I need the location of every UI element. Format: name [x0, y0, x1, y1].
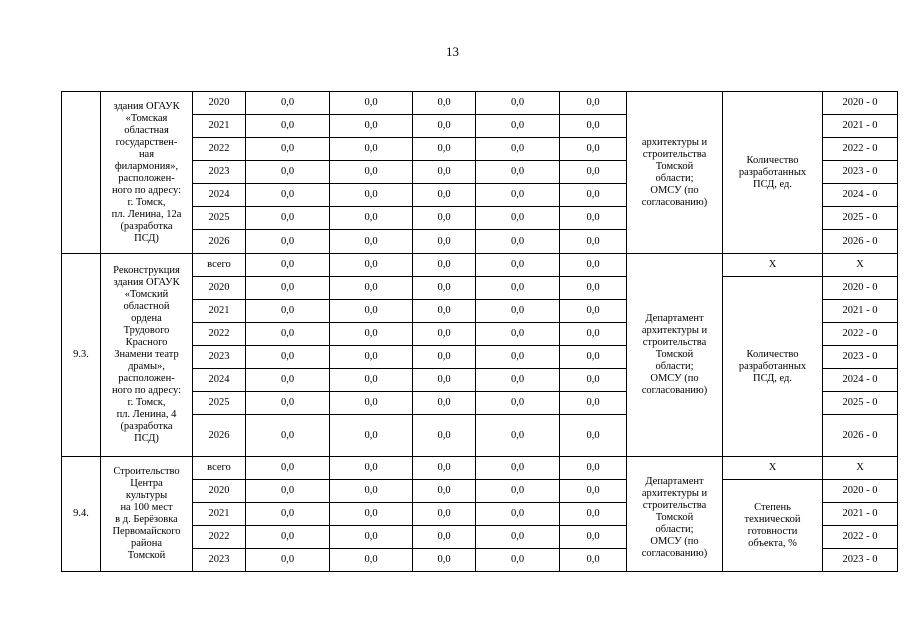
value-cell: 0,0 [246, 549, 330, 572]
target-cell: 2022 - 0 [823, 526, 898, 549]
value-cell: 0,0 [330, 457, 413, 480]
item-index: 9.3. [62, 254, 101, 457]
year-cell: 2021 [193, 115, 246, 138]
value-cell: 0,0 [246, 277, 330, 300]
target-cell: 2023 - 0 [823, 549, 898, 572]
value-cell: 0,0 [476, 115, 560, 138]
value-cell: 0,0 [560, 392, 627, 415]
value-cell: 0,0 [246, 92, 330, 115]
value-cell: 0,0 [560, 346, 627, 369]
value-cell: 0,0 [330, 549, 413, 572]
value-cell: 0,0 [476, 323, 560, 346]
year-cell: 2022 [193, 323, 246, 346]
value-cell: 0,0 [413, 549, 476, 572]
target-cell: 2024 - 0 [823, 369, 898, 392]
year-cell: 2020 [193, 92, 246, 115]
value-cell: 0,0 [476, 138, 560, 161]
target-cell: 2024 - 0 [823, 184, 898, 207]
value-cell: 0,0 [246, 207, 330, 230]
value-cell: 0,0 [476, 346, 560, 369]
value-cell: 0,0 [560, 415, 627, 457]
value-cell: 0,0 [330, 346, 413, 369]
year-cell: 2026 [193, 415, 246, 457]
value-cell: 0,0 [413, 480, 476, 503]
target-cell: 2021 - 0 [823, 115, 898, 138]
value-cell: 0,0 [476, 207, 560, 230]
target-cell: 2022 - 0 [823, 323, 898, 346]
year-cell: 2023 [193, 161, 246, 184]
value-cell: 0,0 [476, 457, 560, 480]
value-cell: 0,0 [330, 369, 413, 392]
value-cell: 0,0 [330, 300, 413, 323]
value-cell: 0,0 [413, 92, 476, 115]
value-cell: 0,0 [413, 346, 476, 369]
table-row [62, 457, 898, 480]
program-table [61, 91, 898, 572]
value-cell: 0,0 [560, 526, 627, 549]
value-cell: 0,0 [413, 277, 476, 300]
target-cell: 2025 - 0 [823, 392, 898, 415]
year-cell: 2022 [193, 526, 246, 549]
value-cell: 0,0 [330, 415, 413, 457]
value-cell: 0,0 [246, 369, 330, 392]
value-cell: 0,0 [476, 300, 560, 323]
value-cell: 0,0 [476, 92, 560, 115]
value-cell: 0,0 [413, 115, 476, 138]
target-cell: 2020 - 0 [823, 92, 898, 115]
value-cell: 0,0 [560, 457, 627, 480]
value-cell: 0,0 [246, 254, 330, 277]
value-cell: 0,0 [330, 526, 413, 549]
target-cell: 2021 - 0 [823, 300, 898, 323]
value-cell: 0,0 [413, 161, 476, 184]
value-cell: 0,0 [560, 323, 627, 346]
value-cell: 0,0 [560, 254, 627, 277]
indicator-total: X [723, 254, 823, 277]
page-number: 13 [446, 44, 459, 59]
value-cell: 0,0 [560, 115, 627, 138]
item-description: Строительство Центра культуры на 100 мест в д. Берёзовка Первомайского района Томской [101, 457, 193, 572]
value-cell: 0,0 [413, 526, 476, 549]
target-cell: 2026 - 0 [823, 230, 898, 254]
target-cell: 2021 - 0 [823, 503, 898, 526]
item-index: 9.4. [62, 457, 101, 572]
indicator-name: Количество разработанных ПСД, ед. [723, 277, 823, 457]
value-cell: 0,0 [560, 230, 627, 254]
value-cell: 0,0 [330, 138, 413, 161]
value-cell: 0,0 [246, 392, 330, 415]
value-cell: 0,0 [560, 277, 627, 300]
value-cell: 0,0 [476, 230, 560, 254]
value-cell: 0,0 [560, 549, 627, 572]
value-cell: 0,0 [330, 277, 413, 300]
value-cell: 0,0 [330, 392, 413, 415]
value-cell: 0,0 [330, 184, 413, 207]
value-cell: 0,0 [330, 115, 413, 138]
value-cell: 0,0 [246, 230, 330, 254]
target-cell: 2022 - 0 [823, 138, 898, 161]
target-cell: 2025 - 0 [823, 207, 898, 230]
year-cell: 2025 [193, 207, 246, 230]
value-cell: 0,0 [246, 323, 330, 346]
item-index [62, 92, 101, 254]
year-cell: всего [193, 254, 246, 277]
value-cell: 0,0 [560, 184, 627, 207]
value-cell: 0,0 [246, 457, 330, 480]
year-cell: 2021 [193, 503, 246, 526]
target-cell: 2020 - 0 [823, 277, 898, 300]
year-cell: 2023 [193, 346, 246, 369]
value-cell: 0,0 [476, 369, 560, 392]
value-cell: 0,0 [330, 161, 413, 184]
value-cell: 0,0 [476, 392, 560, 415]
value-cell: 0,0 [413, 323, 476, 346]
value-cell: 0,0 [246, 346, 330, 369]
value-cell: 0,0 [413, 184, 476, 207]
value-cell: 0,0 [330, 323, 413, 346]
year-cell: 2020 [193, 480, 246, 503]
value-cell: 0,0 [330, 480, 413, 503]
value-cell: 0,0 [246, 184, 330, 207]
value-cell: 0,0 [413, 300, 476, 323]
value-cell: 0,0 [413, 503, 476, 526]
value-cell: 0,0 [413, 254, 476, 277]
table-row [62, 92, 898, 115]
year-cell: 2022 [193, 138, 246, 161]
target-cell: 2023 - 0 [823, 161, 898, 184]
value-cell: 0,0 [476, 184, 560, 207]
item-description: Реконструкция здания ОГАУК «Томский областной ордена Трудового Красного Знамени театр драмы», расположен- ного по адресу: г. Томск, пл. Ленина, 4 (разработка ПСД) [101, 254, 193, 457]
value-cell: 0,0 [560, 503, 627, 526]
value-cell: 0,0 [476, 549, 560, 572]
value-cell: 0,0 [413, 138, 476, 161]
year-cell: 2026 [193, 230, 246, 254]
target-cell: 2020 - 0 [823, 480, 898, 503]
year-cell: 2023 [193, 549, 246, 572]
value-cell: 0,0 [246, 503, 330, 526]
indicator-total: X [723, 457, 823, 480]
value-cell: 0,0 [413, 457, 476, 480]
value-cell: 0,0 [330, 207, 413, 230]
value-cell: 0,0 [560, 369, 627, 392]
year-cell: 2025 [193, 392, 246, 415]
value-cell: 0,0 [413, 392, 476, 415]
value-cell: 0,0 [560, 207, 627, 230]
value-cell: 0,0 [330, 92, 413, 115]
target-cell: 2023 - 0 [823, 346, 898, 369]
value-cell: 0,0 [413, 415, 476, 457]
value-cell: 0,0 [476, 254, 560, 277]
responsible-party: Департамент архитектуры и строительства Томской области; ОМСУ (по согласованию) [627, 254, 723, 457]
value-cell: 0,0 [246, 161, 330, 184]
value-cell: 0,0 [476, 415, 560, 457]
indicator-name: Количество разработанных ПСД, ед. [723, 92, 823, 254]
target-total: X [823, 457, 898, 480]
year-cell: 2024 [193, 184, 246, 207]
value-cell: 0,0 [246, 480, 330, 503]
value-cell: 0,0 [413, 207, 476, 230]
target-cell: 2026 - 0 [823, 415, 898, 457]
value-cell: 0,0 [246, 415, 330, 457]
value-cell: 0,0 [476, 161, 560, 184]
value-cell: 0,0 [560, 138, 627, 161]
value-cell: 0,0 [330, 503, 413, 526]
value-cell: 0,0 [413, 230, 476, 254]
value-cell: 0,0 [560, 300, 627, 323]
value-cell: 0,0 [476, 526, 560, 549]
responsible-party: Департамент архитектуры и строительства Томской области; ОМСУ (по согласованию) [627, 457, 723, 572]
year-cell: 2021 [193, 300, 246, 323]
item-description: здания ОГАУК «Томская областная государствен- ная филармония», расположен- ного по адресу: г. Томск, пл. Ленина, 12а (разработка ПСД) [101, 92, 193, 254]
value-cell: 0,0 [476, 480, 560, 503]
value-cell: 0,0 [246, 526, 330, 549]
year-cell: 2020 [193, 277, 246, 300]
target-total: X [823, 254, 898, 277]
value-cell: 0,0 [246, 300, 330, 323]
table-row [62, 254, 898, 277]
value-cell: 0,0 [246, 138, 330, 161]
value-cell: 0,0 [330, 254, 413, 277]
indicator-name: Степень технической готовности объекта, % [723, 480, 823, 572]
value-cell: 0,0 [330, 230, 413, 254]
value-cell: 0,0 [413, 369, 476, 392]
value-cell: 0,0 [246, 115, 330, 138]
year-cell: всего [193, 457, 246, 480]
year-cell: 2024 [193, 369, 246, 392]
value-cell: 0,0 [476, 277, 560, 300]
value-cell: 0,0 [560, 161, 627, 184]
value-cell: 0,0 [560, 480, 627, 503]
responsible-party: архитектуры и строительства Томской области; ОМСУ (по согласованию) [627, 92, 723, 254]
value-cell: 0,0 [476, 503, 560, 526]
value-cell: 0,0 [560, 92, 627, 115]
